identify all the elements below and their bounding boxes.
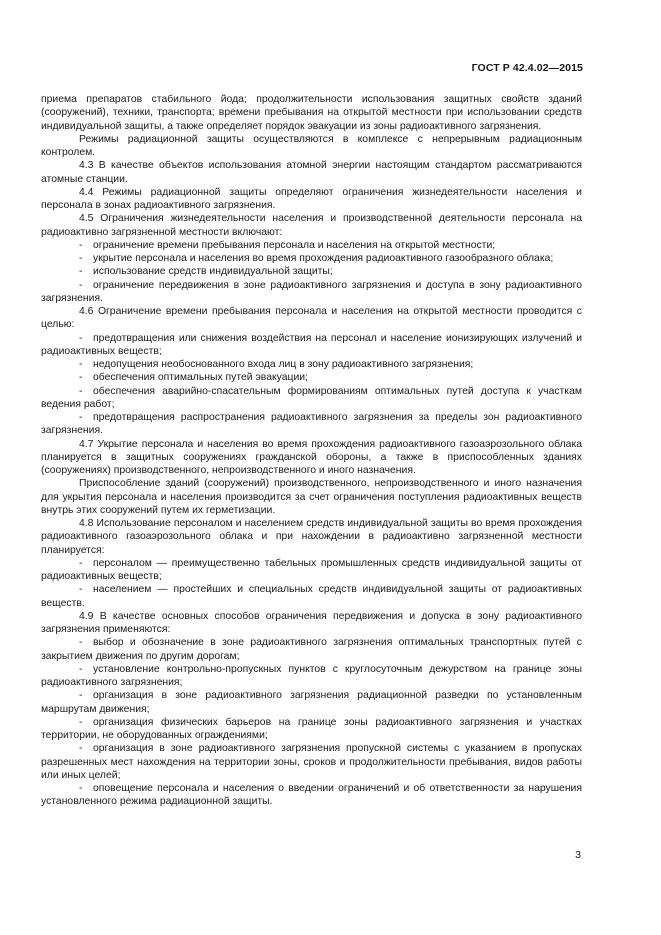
- paragraph: приема препаратов стабильного йода; продолжительности использования защитных свойств зданий (сооружений), техники, транспорта; времени пребывания на открытой местности при использовании средств индивидуальной защиты, а также определяет порядок эвакуации из зоны радиоактивного загрязнения.: [41, 94, 582, 132]
- list-item: - предотвращения или снижения воздействия на персонал и население ионизирующих излучений и радиоактивных веществ;: [41, 332, 582, 359]
- paragraph: Режимы радиационной защиты осуществляются в комплексе с непрерывным радиационным контролем.: [41, 133, 582, 158]
- list-item: - организация физических барьеров на границе зоны радиоактивного загрязнения и участках территории, не оборудованных ограждениями;: [41, 716, 582, 743]
- paragraph: Приспособление зданий (сооружений) производственного, непроизводственного и иного назначения для укрытия персонала и населения производится за счет ограничения поступления радиоактивных веществ внутрь этих сооружений путем их герметизации.: [41, 478, 582, 516]
- clause-4-4: 4.4 Режимы радиационной защиты определяют ограничения жизнедеятельности населения и персонала в зонах радиоактивного загрязнения.: [41, 186, 582, 211]
- list-item: - установление контрольно-пропускных пунктов с круглосуточным дежурством на границе зоны радиоактивного загрязнения;: [41, 663, 582, 690]
- list-item: - укрытие персонала и населения во время прохождения радиоактивного газообразного облака;: [41, 252, 582, 265]
- clause-4-7: 4.7 Укрытие персонала и населения во время прохождения радиоактивного газоаэрозольного облака планируется в защитных сооружениях гражданской обороны, а также в приспособленных зданиях (сооружениях) производственного, непроизводственного и иного назначения.: [41, 438, 582, 476]
- list-item: - использование средств индивидуальной защиты;: [41, 265, 582, 278]
- list-item: - населением — простейших и специальных средств индивидуальной защиты от радиоактивных веществ.: [41, 583, 582, 610]
- list-item: - обеспечения оптимальных путей эвакуации;: [41, 371, 582, 384]
- list-item: - обеспечения аварийно-спасательным формированиям оптимальных путей доступа к участкам ведения работ;: [41, 385, 582, 412]
- list-item: - ограничение времени пребывания персонала и населения на открытой местности;: [41, 239, 582, 252]
- list-item: - выбор и обозначение в зоне радиоактивного загрязнения оптимальных транспортных путей с закрытием движения по другим дорогам;: [41, 636, 582, 663]
- list-item: - предотвращения распространения радиоактивного загрязнения за пределы зон радиоактивного загрязнения.: [41, 411, 582, 438]
- list-item: - организация в зоне радиоактивного загрязнения пропускной системы с указанием в пропусках разрешенных мест нахождения на территории зоны, сроков и продолжительности пребывания, видов работы или иных целей;: [41, 742, 582, 782]
- clause-4-5: 4.5 Ограничения жизнедеятельности населения и производственной деятельности персонала на радиоактивно загрязненной местности включают:: [41, 213, 582, 238]
- clause-4-9: 4.9 В качестве основных способов ограничения передвижения и допуска в зону радиоактивного загрязнения применяются:: [41, 610, 582, 635]
- page-number: 3: [575, 849, 581, 861]
- list-item: - ограничение передвижения в зоне радиоактивного загрязнения и доступа в зону радиоактивного загрязнения.: [41, 279, 582, 306]
- document-body: [41, 93, 582, 809]
- list-item: - оповещение персонала и населения о введении ограничений и об ответственности за нарушения установленного режима радиационной защиты.: [41, 782, 582, 809]
- list-item: - недопущения необоснованного входа лиц в зону радиоактивного загрязнения;: [41, 358, 582, 371]
- clause-4-3: 4.3 В качестве объектов использования атомной энергии настоящим стандартом рассматриваются атомные станции.: [41, 160, 582, 185]
- clause-4-8: 4.8 Использование персоналом и населением средств индивидуальной защиты во время прохождения радиоактивного газоаэрозольного облака и при нахождении в радиоактивно загрязненной местности планируется:: [41, 518, 582, 556]
- list-item: - организация в зоне радиоактивного загрязнения радиационной разведки по установленным маршрутам движения;: [41, 689, 582, 716]
- clause-4-6: 4.6 Ограничение времени пребывания персонала и населения на открытой местности проводится с целью:: [41, 306, 582, 331]
- document-code: ГОСТ Р 42.4.02—2015: [471, 62, 583, 74]
- list-item: - персоналом — преимущественно табельных промышленных средств индивидуальной защиты от радиоактивных веществ;: [41, 557, 582, 584]
